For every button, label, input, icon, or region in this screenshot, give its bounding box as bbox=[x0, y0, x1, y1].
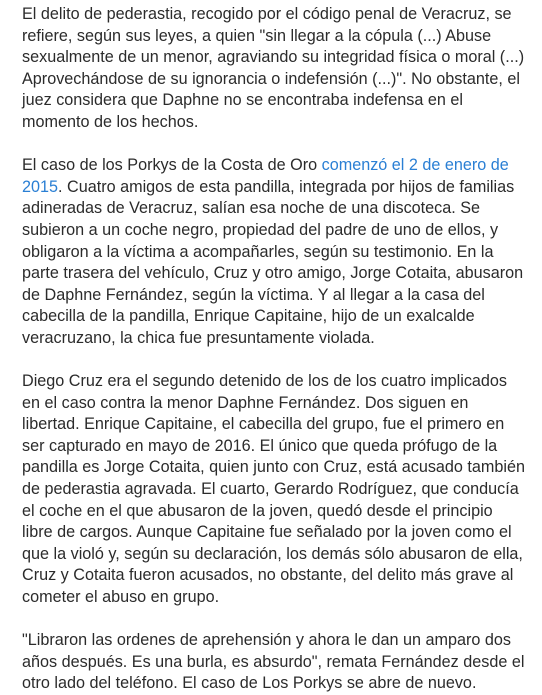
paragraph-case-details: . Cuatro amigos de esta pandilla, integrada por hijos de familias adineradas de Veracruz, salían esa noche de una discoteca. Se subieron a un coche negro, propiedad del padre de uno de ellos, y obligaron a la víctima a acompañarles, según su testimonio. En la parte trasera del vehículo, Cruz y otro amigo, Jorge Cotaita, abusaron de Daphne Fernández, según la víctima. Y al llegar a la casa del cabecilla de la pandilla, Enrique Capitaine, hijo de un exalcalde veracruzano, la chica fue presuntamente violada. bbox=[22, 177, 524, 347]
paragraph-legal-definition: El delito de pederastia, recogido por el código penal de Veracruz, se refiere, según sus leyes, a quien "sin llegar a la cópula (...) Abuse sexualmente de un menor, agraviando su integridad física o moral (...) Aprovechándose de su ignorancia o indefensión (...)". No obstante, el juez considera que Daphne no se encontraba indefensa en el momento de los hechos. bbox=[22, 5, 525, 131]
paragraph-case-background bbox=[22, 155, 526, 349]
case-start-date-link[interactable]: comenzó el 2 de enero de 2015 bbox=[22, 156, 509, 196]
paragraph-detentions: Diego Cruz era el segundo detenido de los de los cuatro implicados en el caso contra la menor Daphne Fernández. Dos siguen en libertad. Enrique Capitaine, el cabecilla del grupo, fue el primero en ser capturado en mayo de 2016. El único que queda prófugo de la pandilla es Jorge Cotaita, quien junto con Cruz, está acusado también de pederastia agravada. El cuarto, Gerardo Rodríguez, que conducía el coche en el que abusaron de la joven, quedó desde el principio libre de cargos. Aunque Capitaine fue señalado por la joven como el que la violó y, según su declaración, los demás sólo abusaron de ella, Cruz y Cotaita fueron acusados, no obstante, del delito más grave al cometer el abuso en grupo. bbox=[22, 372, 526, 607]
paragraph-case-intro: El caso de los Porkys de la Costa de Oro bbox=[22, 156, 322, 175]
paragraph-quote: "Libraron las ordenes de aprehensión y ahora le dan un amparo dos años después. Es una burla, es absurdo", remata Fernández desde el otro lado del teléfono. El caso de Los Porkys se abre de nuevo. bbox=[22, 631, 525, 693]
